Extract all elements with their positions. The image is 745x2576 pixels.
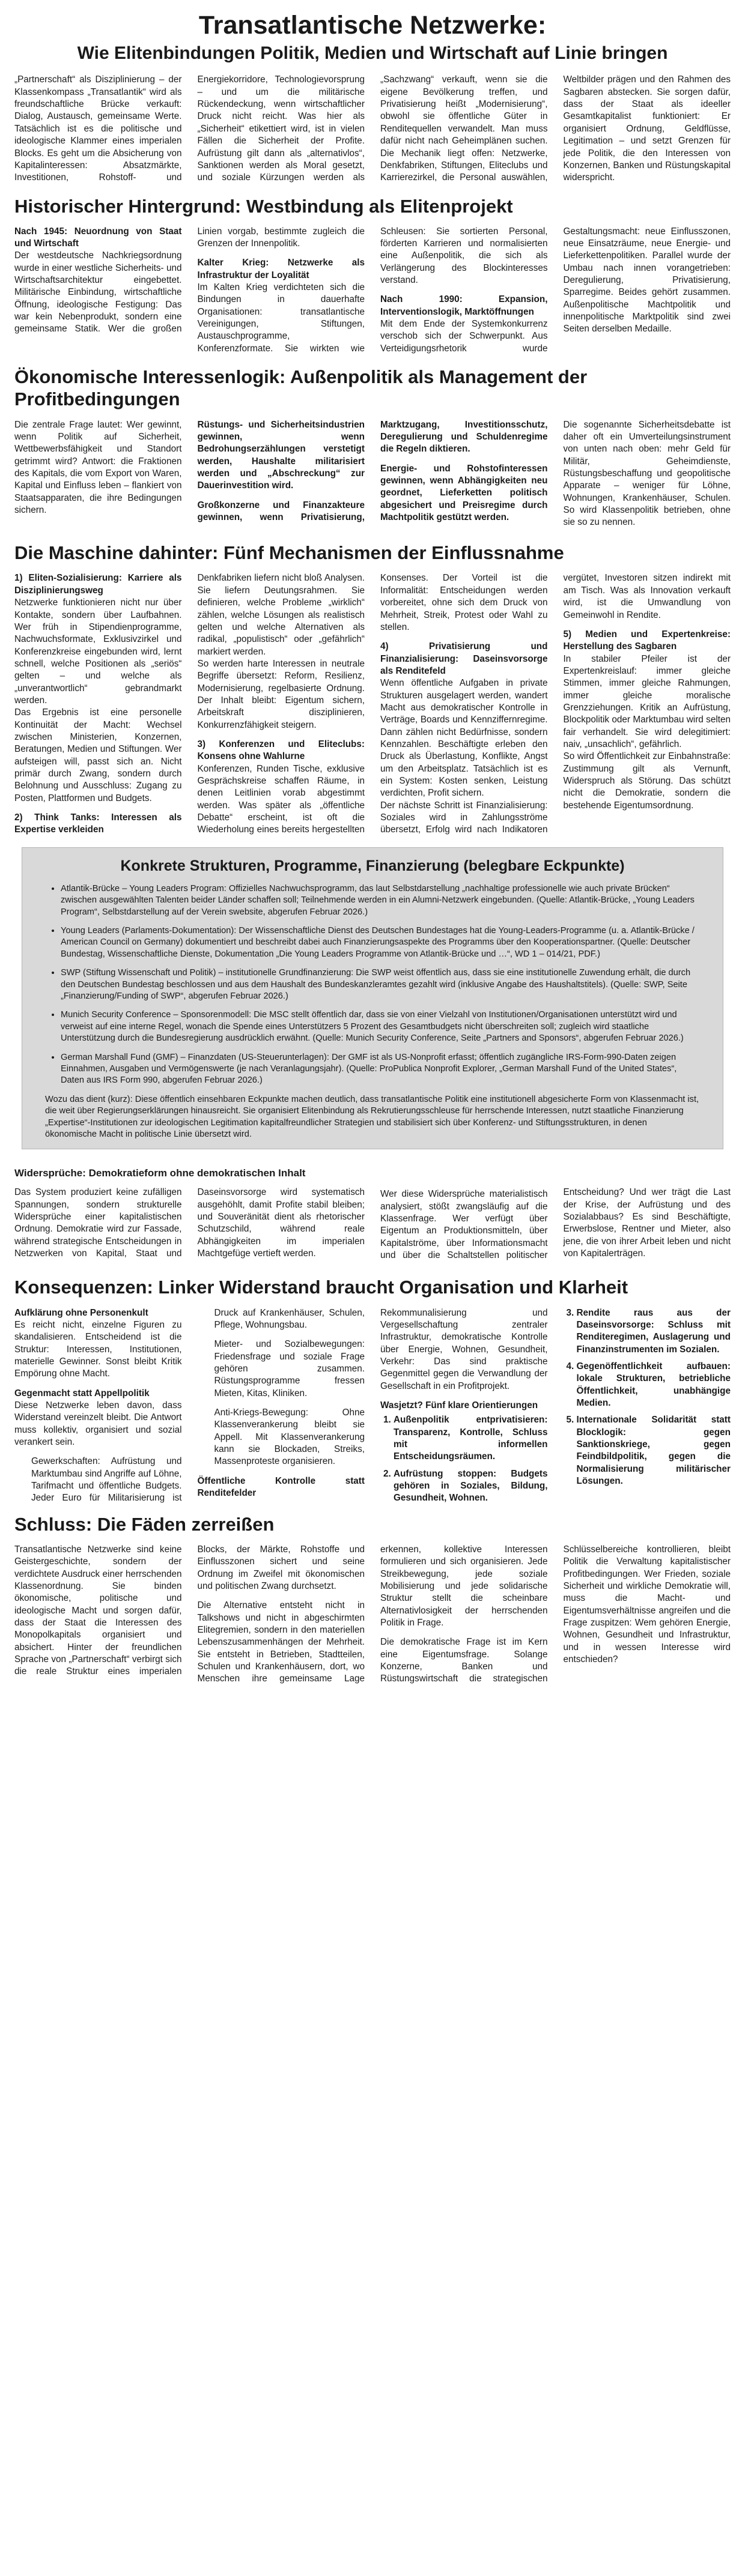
section-heading-history: Historischer Hintergrund: Westbindung als Elitenprojekt — [14, 195, 513, 217]
paragraph: Diese Netzwerke leben davon, dass Widerstand vereinzelt bleibt. Die Antwort muss kollektiv, organisiert und sozial verankert sein. — [14, 1400, 182, 1448]
subheading: Aufklärung ohne Personenkult — [14, 1307, 148, 1318]
source-item: • Munich Security Conference – Sponsorenmodell: Die MSC stellt öffentlich dar, dass sie von einer Vielzahl von Institutionen/Organisationen unterstützt wird und verweist auf eine interne Regel, wonach die Spende eines Unterstützers 5 Prozent des Gesamtbudgets nicht überschreiten soll; zugleich wird staatliche Unterstützung durch die Bundesregierung ausdrücklich erwähnt. (Quelle: Munich Security Conference, Seite „Partners and Sponsors“, abgerufen Februar 2026.) — [61, 1009, 700, 1044]
sources-box-summary: Wozu das dient (kurz): Diese öffentlich einsehbaren Eckpunkte machen deutlich, dass transatlantische Politik eine institutionell abgesicherte Form von Klassenmacht ist, die weit über Regierungserklärungen hinausreicht. Sie organisiert Elitenbindung als Rekrutierungsschleuse für herrschende Interessen, nutzt staatliche Finanzierung „Expertise“-Institutionen zur ideologischen Legitimation kapitalfreundlicher Strategien und stabilisiert sich über Konferenz- und Stiftungsstrukturen, in denen ökonomische Macht in politische Linie übersetzt wird. — [45, 1094, 699, 1139]
source-item: • Young Leaders (Parlaments-Dokumentation): Der Wissenschaftliche Dienst des Deutschen Bundestages hat die Young-Leaders-Programme (u. a. Atlantik-Brücke / American Council on Germany) dokumentiert und beschreibt dabei auch Finanzierungsaspekte des Programms über den Kooperationspartner. (Quelle: Deutscher Bundestag, Wissenschaftliche Dienste, Dokumentation „Die Young Leaders Programme von Atlantik-Brücke und …“, WD 1 – 014/21, PDF.) — [61, 925, 700, 960]
paragraph: Es reicht nicht, einzelne Figuren zu skandalisieren. Entscheidend ist die Struktur: Interessen, Institutionen, materielle Gewinner. Sonst bleibt Kritik Empörung ohne Macht. — [14, 1320, 182, 1379]
paragraph: Das System produziert keine zufälligen Spannungen, sondern strukturelle Widersprüche einer kapitalistischen Ordnung. Demokratie wird zur Fassade, während strategische Entscheidungen in Netzwerken von Kapital, Staat und Daseinsvorsorge wird systematisch ausgehöhlt, damit Profite stabil bleiben; und Souveränität dient als rhetorischer Schutzschild, während reale Abhängigkeiten im imperialen Machtgefüge vertieft werden. — [14, 1187, 365, 1259]
paragraph: Die Alternative entsteht nicht in Talkshows und nicht in abgeschirmten Elitegremien, sondern in den materiellen Lebenszusammenhängen der Mehrheit. Sie entsteht in Betrieben, Stadtteilen, Schulen und Krankenhäusern, dort, wo Menschen ihre gemeinsame Lage erkennen, kollektive Interessen formulieren und sich organisieren. Jede Streikbewegung, jede soziale Mobilisierung und jede solidarische Struktur stellt die scheinbare Alternativlosigkeit der herrschenden Politik in Frage. — [197, 1544, 548, 1684]
sources-list — [45, 883, 700, 1087]
subheading: 1) Eliten-Sozialisierung: Karriere als Disziplinierungsweg — [14, 573, 182, 596]
intro-paragraph: „Partnerschaft“ als Disziplinierung – der Klassenkompass „Transatlantik“ wird als freundschaftliche Brücke verkauft: Dialog, Austausch, gemeinsame Werte. Tatsächlich ist es die politische und ideologische Klammer eines imperialen Blocks. Es geht um die Absicherung von Kapitalinteressen: Absatzmärkte, Investitionen, Rohstoff- und Energiekorridore, Technologievorsprung – und um die militärische Rückendeckung, wenn wirtschaftlicher Druck nicht reicht. Was hier als „Sicherheit“ etikettiert wird, ist in vielen Fällen die Sicherheit der Profite. Aufrüstung gilt dann als „alternativlos“, Sanktionen werden als Moral gesetzt, und soziale Kürzungen werden als „Sachzwang“ verkauft, wenn sie die eigene Bevölkerung treffen, und Privatisierung heißt „Modernisierung“, obwohl sie öffentliche Güter in Renditequellen verwandelt. Man muss dafür nicht nach Geheimplänen suchen. Die Mechanik liegt offen: Netzwerke, Denkfabriken, Stiftungen, Eliteclubs und Karrierezirkel, die Personal auswählen, Weltbilder prägen und den Rahmen des Sagbaren abstecken. Sie sorgen dafür, dass der Staat als ideeller Gesamtkapitalist funktioniert: Er organisiert Ordnung, Geldflüsse, Legitimation – und setzt Grenzen für jede Politik, die den Interessen von Konzernen, Banken und Rüstungskapital widerspricht. — [14, 74, 731, 183]
subheading: Öffentliche Kontrolle statt Renditefelder — [197, 1475, 365, 1499]
subheading: 5) Medien und Expertenkreise: Herstellung des Sagbaren — [563, 629, 731, 652]
paragraph-indented: Anti-Kriegs-Bewegung: Ohne Klassenverankerung bleibt sie Appell. Mit Klassenverankerung kann sie Blockaden, Streiks, Massenproteste organisieren. — [214, 1407, 365, 1467]
paragraph: In stabiler Pfeiler ist der Expertenkreislauf: immer gleiche Stimmen, immer gleiche Rahmungen, immer gleiche moralische Grenzziehungen. Kritik an Aufrüstung, Blockpolitik oder Marktumbau wird selten fair verhandelt. Sie wird delegitimiert: naiv, „unsachlich“, gefährlich. — [563, 653, 731, 749]
paragraph: Mit dem Ende der Systemkonkurrenz verschob sich der Schwerpunkt. Aus Verteidigungsrhetorik wurde Gestaltungsmacht: neue Einflusszonen, neue Einsatzräume, neue Energie- und Lieferkettenpolitiken. Parallel wurde der Umbau nach innen vorangetrieben: Deregulierung, Privatisierung, Sparregime. Beides gehört zusammen. Außenpolitische Machtpolitik und innenpolitische Marktpolitik sind zwei Seiten derselben Medaille. — [380, 226, 731, 354]
section-heading-contradictions: Widersprüche: Demokratieform ohne demokratischen Inhalt — [14, 1167, 306, 1179]
paragraph: Wenn öffentliche Aufgaben in private Strukturen ausgelagert werden, wandert Macht aus demokratischer Kontrolle in Verträge, Boards und Kennziffernregime. Dann zählen nicht Bedürfnisse, sondern Kennzahlen. Beschäftigte erleben den Druck als Überlastung, Konflikte, Angst um den Arbeitsplatz. Tatsächlich ist es ein System: Kosten senken, Leistung verdichten, Profit sichern. — [380, 678, 548, 799]
paragraph: Wer diese Widersprüche materialistisch analysiert, stößt zwangsläufig auf die Klassenfrage. Wer verfügt über Eigentum an Produktionsmitteln, über Kapitalströme, über Informationsmacht und über die Schaltstellen politischer Entscheidung? Und wer trägt die Last der Krise, der Aufrüstung und des Sozialabbaus? Es sind Beschäftigte, Erwerbslose, Rentner und Mieter, also jene, die von ihrer Arbeit leben und nicht von Kapitalerträgen. — [380, 1187, 731, 1261]
title-block — [14, 0, 731, 64]
paragraph: Konferenzen, Runden Tische, exklusive Gesprächskreise schaffen Räume, in denen Leitlinien vorab abgestimmt werden. Was später als „öffentliche Debatte“ erscheint, ist oft die Wiederholung eines bereits hergestellten Konsenses. Der Vorteil ist die Informalität: Entscheidungen werden vorbereitet, ohne sich dem Druck von Mehrheit, Streik, Protest oder Wahl zu stellen. — [197, 573, 548, 835]
orientation-item: 5. Internationale Solidarität statt Blocklogik: gegen Sanktionskriege, gegen Feindbildpolitik, gegen die Normalisierung militärischer Lösungen. — [577, 1414, 731, 1487]
paragraph: Das Ergebnis ist eine personelle Kontinuität der Macht: Wechsel zwischen Ministerien, Konzernen, Beratungen, Medien und Stiftungen. Wer aufsteigen will, passt sich an. Nicht primär durch Zwang, sondern durch Belohnung und Ausschluss: Zugang zu Posten, Plattformen und Budgets. — [14, 707, 182, 803]
paragraph-bold: Großkonzerne und Finanzakteure gewinnen, wenn Privatisierung, Marktzugang, Investitionsschutz, Deregulierung und Schuldenregime die Regeln diktieren. — [197, 419, 548, 522]
paragraph-indented: Gewerkschaften: Aufrüstung und Marktumbau sind Angriffe auf Löhne, Tarifmacht und öffentliche Budgets. Jeder Euro für Militarisierung ist Druck auf Krankenhäuser, Schulen, Pflege, Wohnungsbau. — [31, 1307, 365, 1504]
section-conclusion — [14, 1544, 731, 1686]
source-item: • SWP (Stiftung Wissenschaft und Politik) – institutionelle Grundfinanzierung: Die SWP weist öffentlich aus, dass sie eine institutionelle Zuwendung erhält, die durch den Deutschen Bundestag beschlossen und aus dem Haushalt des Bundeskanzleramtes gezahlt wird (inklusive Angabe des Haushaltstitels). (Quelle: SWP, Seite „Finanzierung/Funding of SWP“, abgerufen Februar 2026.) — [61, 967, 700, 1002]
paragraph: So wird Öffentlichkeit zur Einbahnstraße: Zustimmung gilt als Vernunft, Widerspruch als Störung. Das schützt nicht die Demokratie, sondern die bestehende Eigentumsordnung. — [563, 751, 731, 811]
section-contradictions — [14, 1187, 731, 1265]
paragraph: Denkfabriken liefern nicht bloß Analysen. Sie liefern Deutungsrahmen. Sie definieren, welche Probleme „wirklich“ zählen, welche Lösungen als realistisch gelten und welche Alternativen als radikal, „populistisch“ oder „gefährlich“ markiert werden. — [197, 573, 365, 657]
subheading: Wasjetzt? Fünf klare Orientierungen — [380, 1400, 538, 1411]
paragraph: So werden harte Interessen in neutrale Begriffe übersetzt: Reform, Resilienz, Modernisierung, regelbasierte Ordnung. Der Inhalt bleibt: Eigentum sichern, Arbeitskraft disziplinieren, Konkurrenzfähigkeit steigern. — [197, 658, 365, 730]
section-mechanisms — [14, 572, 731, 836]
orientation-item: 1. Außenpolitik entprivatisieren: Transparenz, Kontrolle, Schluss mit informellen Entscheidungsräumen. — [394, 1414, 548, 1463]
paragraph-bold: Energie- und Rohstofinteressen gewinnen, wenn Abhängigkeiten neu geordnet, Lieferketten politisch abgesichert und Preisregime durch Machtpolitik gestützt werden. — [380, 463, 548, 522]
paragraph: Netzwerke funktionieren nicht nur über Kontakte, sondern über Laufbahnen. Wer früh in Stipendienprogramme, Nachwuchsformate, Exklusivzirkel und Konferenzkreise eingebunden wird, lernt schnell, welche Positionen als „seriös“ gelten – und welche als „unverantwortlich“ gebrandmarkt werden. — [14, 597, 182, 706]
page-subtitle: Wie Elitenbindungen Politik, Medien und Wirtschaft auf Linie bringen — [77, 43, 668, 64]
subheading: 2) Think Tanks: Interessen als Expertise verkleiden — [14, 812, 182, 835]
paragraph-bold: Rüstungs- und Sicherheitsindustrien gewinnen, wenn Bedrohungserzählungen verstetigt werden, Haushalte militarisiert werden und „Abschreckung“ zur Dauerinvestition wird. — [197, 419, 365, 491]
section-economy — [14, 419, 731, 531]
subheading: Nach 1945: Neuordnung von Staat und Wirtschaft — [14, 226, 182, 249]
source-item: • German Marshall Fund (GMF) – Finanzdaten (US-Steuerunterlagen): Der GMF ist als US-Nonprofit erfasst; öffentlich zugängliche IRS-Form-990-Daten zeigen Einnahmen, Ausgaben und Vermögenswerte (je nach Veranlagungsjahr). (Quelle: ProPublica Nonprofit Explorer, „German Marshall Fund of the United States“, Daten aus IRS Form 990, abgerufen Februar 2026.) — [61, 1052, 700, 1087]
subheading: Kalter Krieg: Netzwerke als Infrastruktur der Loyalität — [197, 258, 365, 280]
paragraph: Die zentrale Frage lautet: Wer gewinnt, wenn Politik auf Sicherheit, Wettbewerbsfähigkeit und Standort getrimmt wird? Antwort: die Fraktionen des Kapitals, die vom Export von Waren, Kapital und Einfluss leben – flankiert von Staatsapparaten, die ihre Bedingungen sichern. — [14, 419, 182, 515]
section-heading-conclusion: Schluss: Die Fäden zerreißen — [14, 1513, 275, 1535]
orientation-item: 3. Rendite raus aus der Daseinsvorsorge: Schluss mit Renditeregimen, Auslagerung und Finanzinstrumenten im Sozialen. — [577, 1307, 731, 1356]
paragraph: Die sogenannte Sicherheitsdebatte ist daher oft ein Umverteilungsinstrument von unten nach oben: mehr Geld für Militär, Geheimdienste, Rüstungsbeschaffung und geopolitische Apparate – weniger für Löhne, Wohnungen, Krankenhäuser, Schulen. So wird Klassenpolitik betrieben, ohne sie so zu nennen. — [563, 419, 731, 528]
paragraph: Der westdeutsche Nachkriegsordnung wurde in einer westliche Sicherheits- und Wirtschaftsarchitektur eingebettet. Militärische Einbindung, wirtschaftliche Öffnung, ideologische Festigung: Das war kein Nebenprodukt, sondern eine gemeinsame Statik. Wer die großen Linien vorgab, bestimmte zugleich die Grenzen der Innenpolitik. — [14, 226, 365, 334]
subheading: Gegenmacht statt Appellpolitik — [14, 1388, 150, 1398]
paragraph: Transatlantische Netzwerke sind keine Geistergeschichte, sondern der verdichtete Ausdruck einer herrschenden Klassenordnung. Sie binden ökonomische, politische und ideologische Macht und sorgen dafür, dass der Staat die Interessen des Monopolkapitals organisiert und absichert. Hinter der freundlichen Sprache von „Partnerschaft“ verbirgt sich die reale Struktur eines imperialen Blocks, der Märkte, Rohstoffe und Einflusszonen sichert und seine Ordnung im Zweifel mit ökonomischen und politischen Zwang durchsetzt. — [14, 1544, 365, 1677]
page-title: Transatlantische Netzwerke: — [198, 11, 547, 40]
section-heading-consequences: Konsequenzen: Linker Widerstand braucht Organisation und Klarheit — [14, 1277, 628, 1298]
source-item: • Atlantik-Brücke – Young Leaders Program: Offizielles Nachwuchsprogramm, das laut Selbstdarstellung „nachhaltige professionelle wie auch private Brücken“ zwischen ausgewählten Talenten beider Länder schaffen soll; Teilnehmende werden in ein Alumni-Netzwerk eingebunden. (Quelle: Atlantik-Brücke, „Young Leaders Program“, Selbstdarstellung auf der Verein swebsite, abgerufen Februar 2026.) — [61, 883, 700, 918]
section-heading-mechanisms: Die Maschine dahinter: Fünf Mechanismen der Einflussnahme — [14, 542, 564, 564]
section-heading-economy: Ökonomische Interessenlogik: Außenpolitik als Management der Profitbedingungen — [14, 366, 588, 410]
subheading: 4) Privatisierung und Finanzialisierung: Daseinsvorsorge als Renditefeld — [380, 641, 548, 676]
paragraph: Die demokratische Frage ist im Kern eine Eigentumsfrage. Solange Konzerne, Banken und Rüstungswirtschaft die strategischen Schlüsselbereiche kontrollieren, bleibt Politik die Verwaltung kapitalistischer Profitbedingungen. Wer Frieden, soziale Sicherheit und wirkliche Demokratie will, muss die Macht- und Eigentumsverhältnisse angreifen und die Frage zuspitzen: Wem gehören Energie, Wohnen, Gesundheit und Infrastruktur, und in wessen Interesse wird entschieden? — [380, 1544, 731, 1684]
paragraph: Rekommunalisierung und Vergesellschaftung zentraler Infrastruktur, demokratische Kontrolle über Energie, Wohnen, Gesundheit, Verkehr: Das sind praktische Gegenmittel gegen die Verwandlung der Gesellschaft in ein Profitprojekt. — [380, 1307, 548, 1391]
sources-box-title: Konkrete Strukturen, Programme, Finanzierung (belegbare Eckpunkte) — [120, 857, 625, 874]
paragraph-indented: Mieter- und Sozialbewegungen: Friedensfrage und soziale Frage gehören zusammen. Rüstungsprogramme fressen Mieten, Kitas, Kliniken. — [214, 1339, 365, 1398]
sources-box — [22, 847, 723, 1150]
intro-section — [14, 74, 731, 184]
paragraph: Im Kalten Krieg verdichteten sich die Bindungen in dauerhafte Organisationen: transatlantische Vereinigungen, Stiftungen, Austauschprogramme, Konferenzformate. Sie wirkten wie Schleusen: Sie sortierten Personal, förderten Karrieren und normalisierten eine Außenpolitik, die sich als Verlängerung des Blockinteresses verstand. — [197, 226, 548, 354]
paragraph: Der nächste Schritt ist Finanzialisierung: Soziales wird in Zahlungsströme übersetzt, Erfolg wird nach Indikatoren vergütet, Investoren sitzen indirekt mit am Tisch. Was als Innovation verkauft wird, ist die Umwandlung von Gemeinwohl in Rendite. — [380, 573, 731, 835]
orientation-item: 4. Gegenöffentlichkeit aufbauen: lokale Strukturen, betriebliche Öffentlichkeit, unabhängige Medien. — [577, 1361, 731, 1409]
section-consequences — [14, 1307, 731, 1505]
subheading: Nach 1990: Expansion, Interventionslogik, Marktöffnungen — [380, 294, 548, 317]
section-history — [14, 226, 731, 355]
orientation-item: 2. Aufrüstung stoppen: Budgets gehören in Soziales, Bildung, Gesundheit, Wohnen. — [394, 1468, 548, 1505]
subheading: 3) Konferenzen und Eliteclubs: Konsens ohne Wahlurne — [197, 739, 365, 762]
